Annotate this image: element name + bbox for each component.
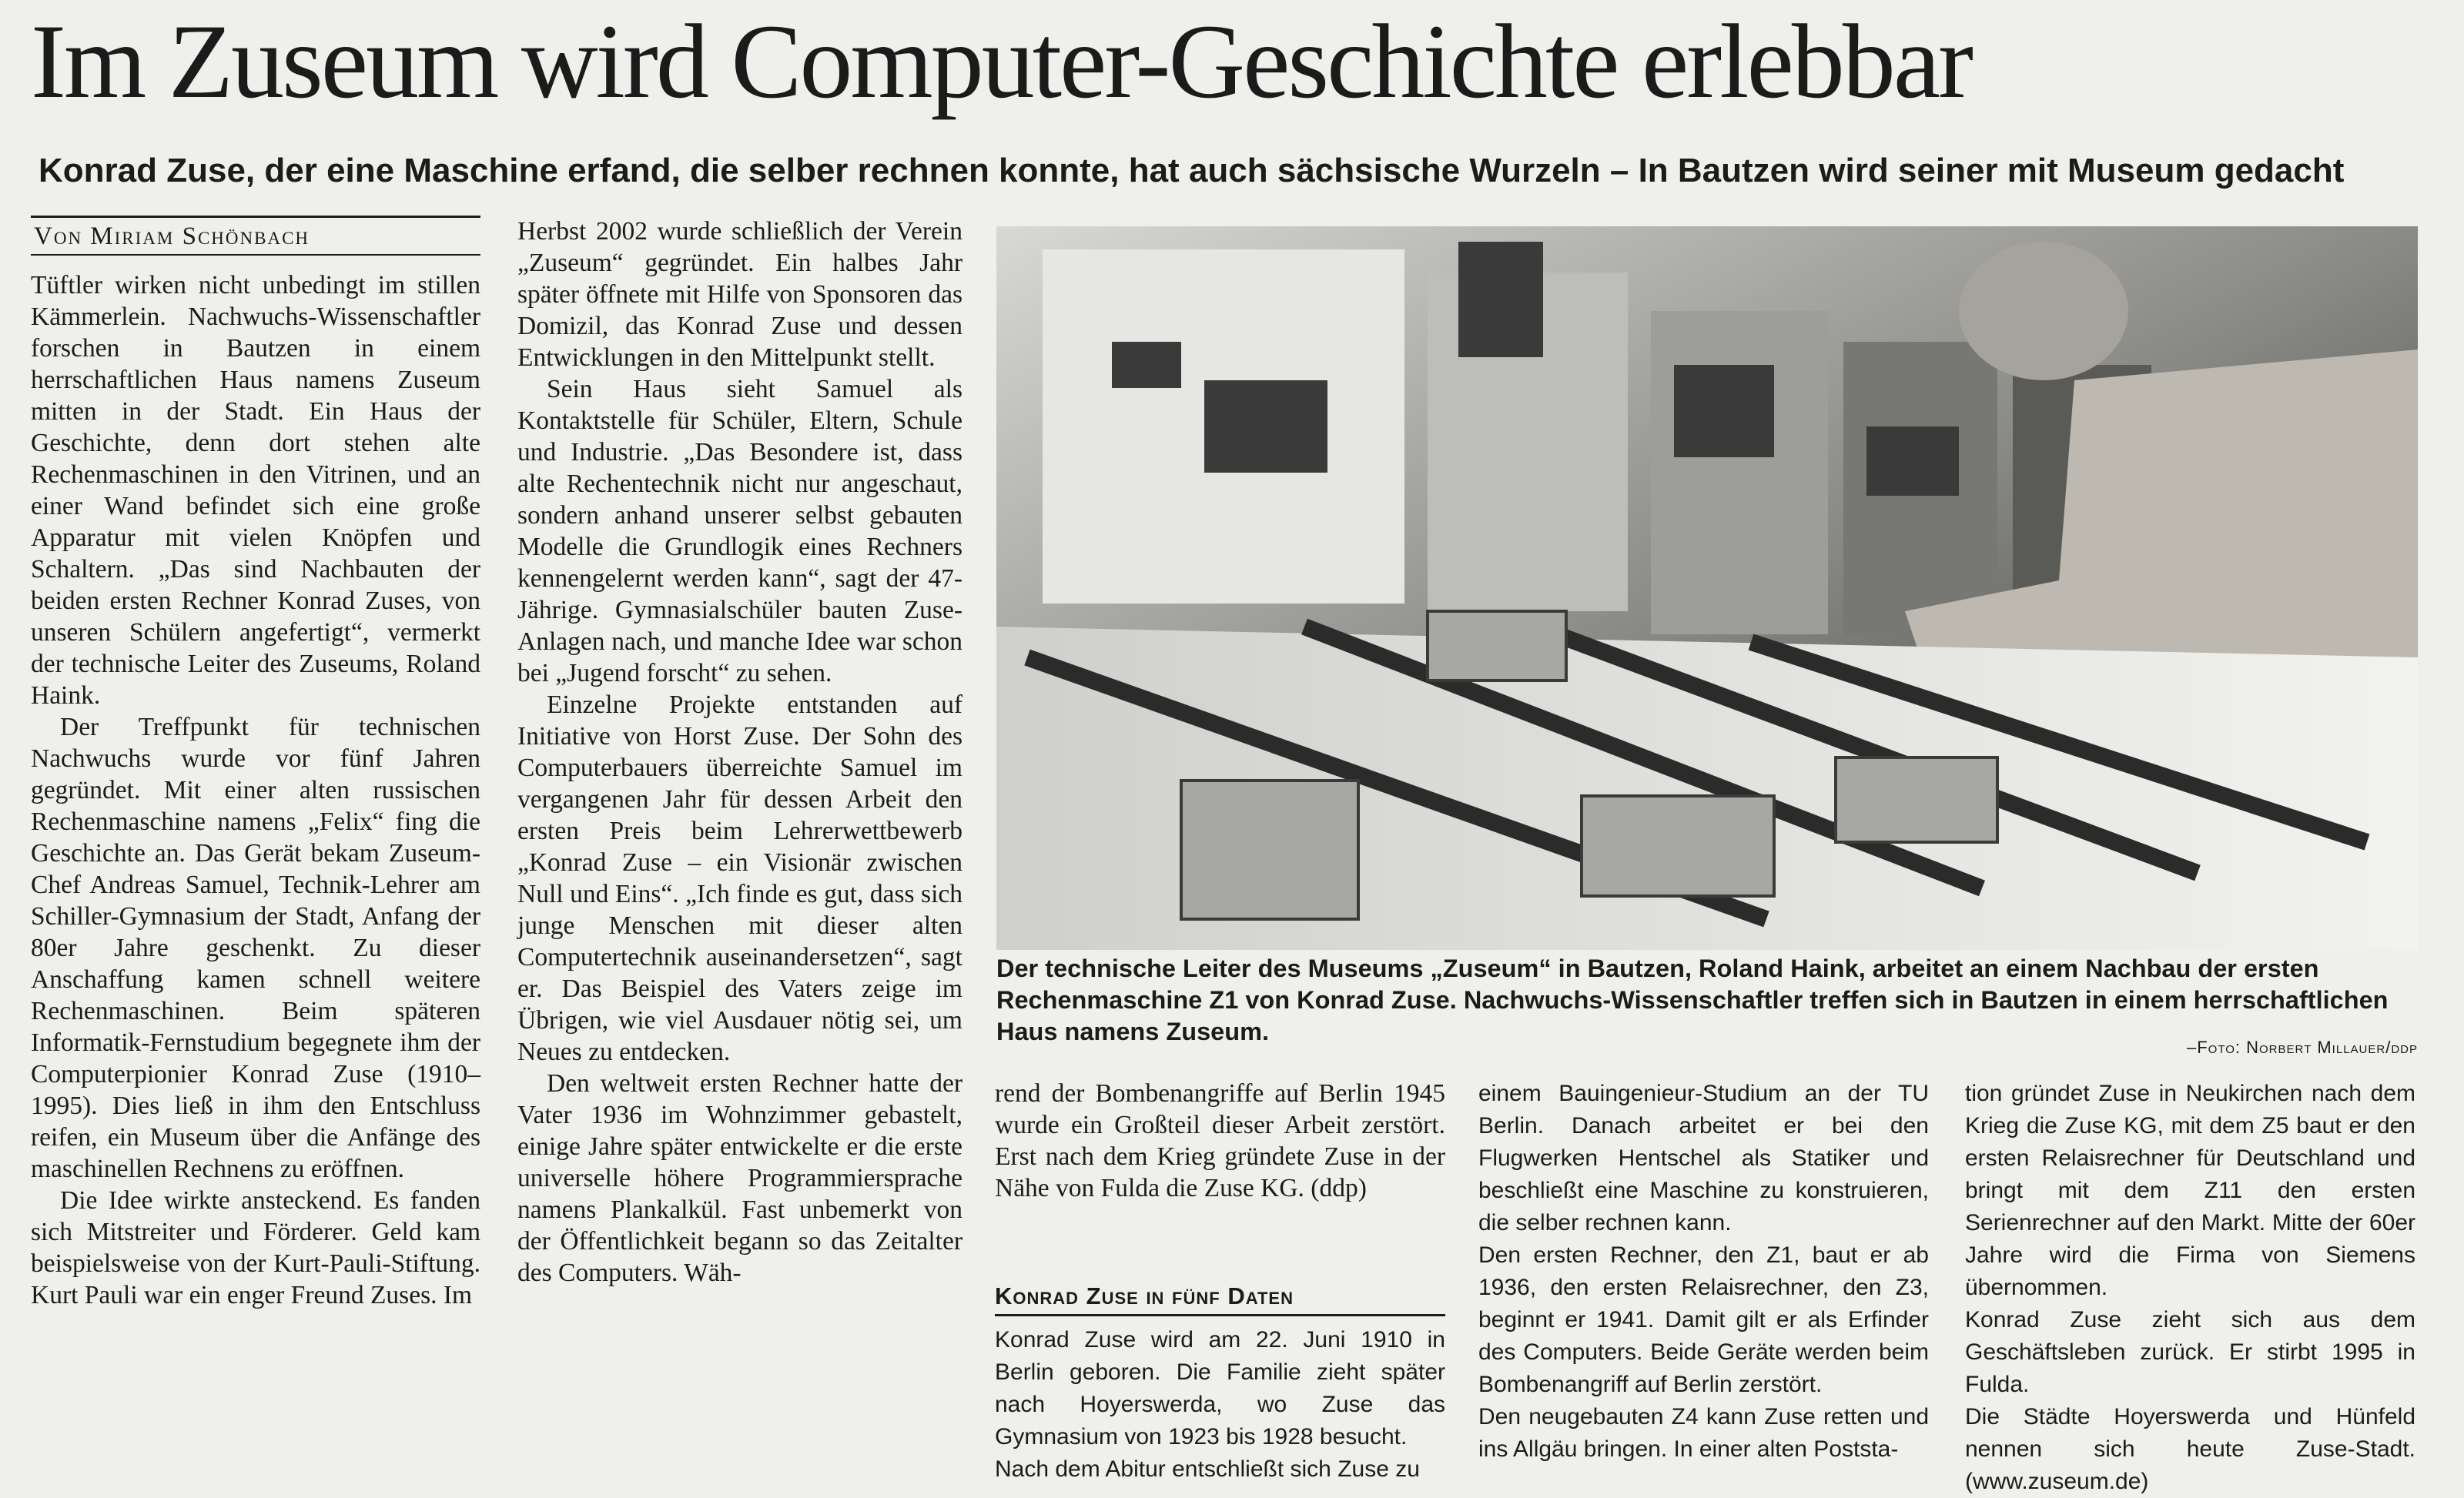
- infobox-column-1: [995, 1263, 1445, 1486]
- subheadline: Konrad Zuse, der eine Maschine erfand, die selber rechnen konnte, hat auch sächsische Wurzeln – In Bautzen wird seiner mit Museum gedacht: [38, 152, 2345, 189]
- article-paragraph: rend der Bombenangriffe auf Berlin 1945 wurde ein Großteil dieser Arbeit zerstört. Erst nach dem Krieg gründete Zuse in der Nähe von Fulda die Zuse KG. (ddp): [995, 1079, 1445, 1202]
- infobox-paragraph: Konrad Zuse zieht sich aus dem Geschäftsleben zurück. Er stirbt 1995 in Fulda.: [1965, 1307, 2415, 1397]
- infobox-paragraph: einem Bauingenieur-Studium an der TU Berlin. Danach arbeitet er bei den Flugwerken Hentschel als Statiker und beschließt eine Maschine zu konstruieren, die selber rechnen kann.: [1478, 1081, 1929, 1236]
- article-paragraph: Den weltweit ersten Rechner hatte der Vater 1936 im Wohnzimmer gebastelt, einige Jahre später entwickelte er die erste universelle höhere Programmiersprache namens Plankalkül. Fast unbemerkt von der Öffentlichkeit begann so das Zeitalter des Computers. Wäh-: [517, 1069, 962, 1287]
- infobox-paragraph: Konrad Zuse wird am 22. Juni 1910 in Berlin geboren. Die Familie zieht später nach Hoyerswerda, wo Zuse das Gymnasium von 1923 bis 1928 besucht.: [995, 1327, 1445, 1450]
- photo-credit: –Foto: Norbert Millauer/ddp: [2187, 1038, 2418, 1057]
- article-paragraph: Herbst 2002 wurde schließlich der Verein „Zuseum“ gegründet. Ein halbes Jahr später öffnete mit Hilfe von Sponsoren das Domizil, das Konrad Zuse und dessen Entwicklungen in den Mittelpunkt stellt.: [517, 217, 962, 372]
- article-paragraph: Der Treffpunkt für technischen Nachwuchs wurde vor fünf Jahren gegründet. Mit einer alten russischen Rechenmaschine namens „Felix“ fing die Geschichte an. Das Gerät bekam Zuseum-Chef Andreas Samuel, Technik-Lehrer am Schiller-Gymnasium der Stadt, Anfang der 80er Jahre geschenkt. Zu dieser Anschaffung kamen schnell weitere Rechenmaschinen. Beim späteren Informatik-Fernstudium begegnete ihm der Computerpionier Konrad Zuse (1910–1995). Dies ließ in ihm den Entschluss reifen, ein Museum über die Anfänge des maschinellen Rechnens zu eröffnen.: [31, 713, 480, 1183]
- photo-illustration: [996, 226, 2418, 950]
- article-paragraph: Die Idee wirkte ansteckend. Es fanden sich Mitstreiter und Förderer. Geld kam beispielsweise von der Kurt-Pauli-Stiftung. Kurt Pauli war ein enger Freund Zuses. Im: [31, 1186, 480, 1309]
- infobox-paragraph: tion gründet Zuse in Neukirchen nach dem Krieg die Zuse KG, mit dem Z5 baut er den ersten Relaisrechner für Deutschland und bringt mit dem Z11 den ersten Serienrechner auf den Markt. Mitte der 60er Jahre wird die Firma von Siemens übernommen.: [1965, 1081, 2415, 1300]
- byline: Von Miriam Schönbach: [31, 216, 480, 256]
- infobox-column-2: [1478, 1078, 1929, 1466]
- infobox-paragraph: Den ersten Rechner, den Z1, baut er ab 1936, den ersten Relaisrechner, den Z3, beginnt er 1941. Damit gilt er als Erfinder des Computers. Beide Geräte werden beim Bombenangriff auf Berlin zerstört.: [1478, 1242, 1929, 1397]
- article-column-2: [517, 216, 962, 1289]
- infobox-paragraph: Die Städte Hoyerswerda und Hünfeld nennen sich heute Zuse-Stadt. (www.zuseum.de): [1965, 1404, 2415, 1494]
- article-paragraph: Einzelne Projekte entstanden auf Initiative von Horst Zuse. Der Sohn des Computerbauers überreichte Samuel im vergangenen Jahr für dessen Arbeit den ersten Preis beim Lehrerwettbewerb „Konrad Zuse – ein Visionär zwischen Null und Eins“. „Ich finde es gut, dass sich junge Menschen mit dieser alten Computertechnik auseinandersetzen“, sagt er. Das Beispiel des Vaters zeige im Übrigen, wie viel Ausdauer nötig sei, um Neues zu entdecken.: [517, 690, 962, 1066]
- article-column-3: [995, 1078, 1445, 1204]
- article-paragraph: Sein Haus sieht Samuel als Kontaktstelle für Schüler, Eltern, Schule und Industrie. „Das Besondere ist, dass alte Rechentechnik nicht nur angeschaut, sondern anhand unserer selbst gebauten Modelle die Grundlogik eines Rechners kennengelernt werden kann“, sagt der 47-Jährige. Gymnasialschüler bauten Zuse-Anlagen nach, und manche Idee war schon bei „Jugend forscht“ zu sehen.: [517, 375, 962, 687]
- infobox-column-3: [1965, 1078, 2415, 1498]
- article-column-1: [31, 216, 480, 1311]
- article-photo: [996, 226, 2418, 950]
- infobox-paragraph: Nach dem Abitur entschließt sich Zuse zu: [995, 1456, 1420, 1482]
- headline: Im Zuseum wird Computer-Geschichte erlebbar: [31, 2, 1972, 120]
- article-paragraph: Tüftler wirken nicht unbedingt im stillen Kämmerlein. Nachwuchs-Wissenschaftler forschen in Bautzen in einem herrschaftlichen Haus namens Zuseum mitten in der Stadt. Ein Haus der Geschichte, denn dort stehen alte Rechenmaschinen in den Vitrinen, und an einer Wand befindet sich eine große Apparatur mit vielen Knöpfen und Schaltern. „Das sind Nachbauten der beiden ersten Rechner Konrad Zuses, von unseren Schülern angefertigt“, vermerkt der technische Leiter des Zuseums, Roland Haink.: [31, 271, 480, 710]
- photo-caption: Der technische Leiter des Museums „Zuseum“ in Bautzen, Roland Haink, arbeitet an einem Nachbau der ersten Rechenmaschine Z1 von Konrad Zuse. Nachwuchs-Wissenschaftler treffen sich in Bautzen in einem herrschaftlichen Haus namens Zuseum.: [996, 955, 2389, 1045]
- infobox-paragraph: Den neugebauten Z4 kann Zuse retten und ins Allgäu bringen. In einer alten Poststa-: [1478, 1404, 1929, 1462]
- infobox-title: Konrad Zuse in fünf Daten: [995, 1280, 1445, 1316]
